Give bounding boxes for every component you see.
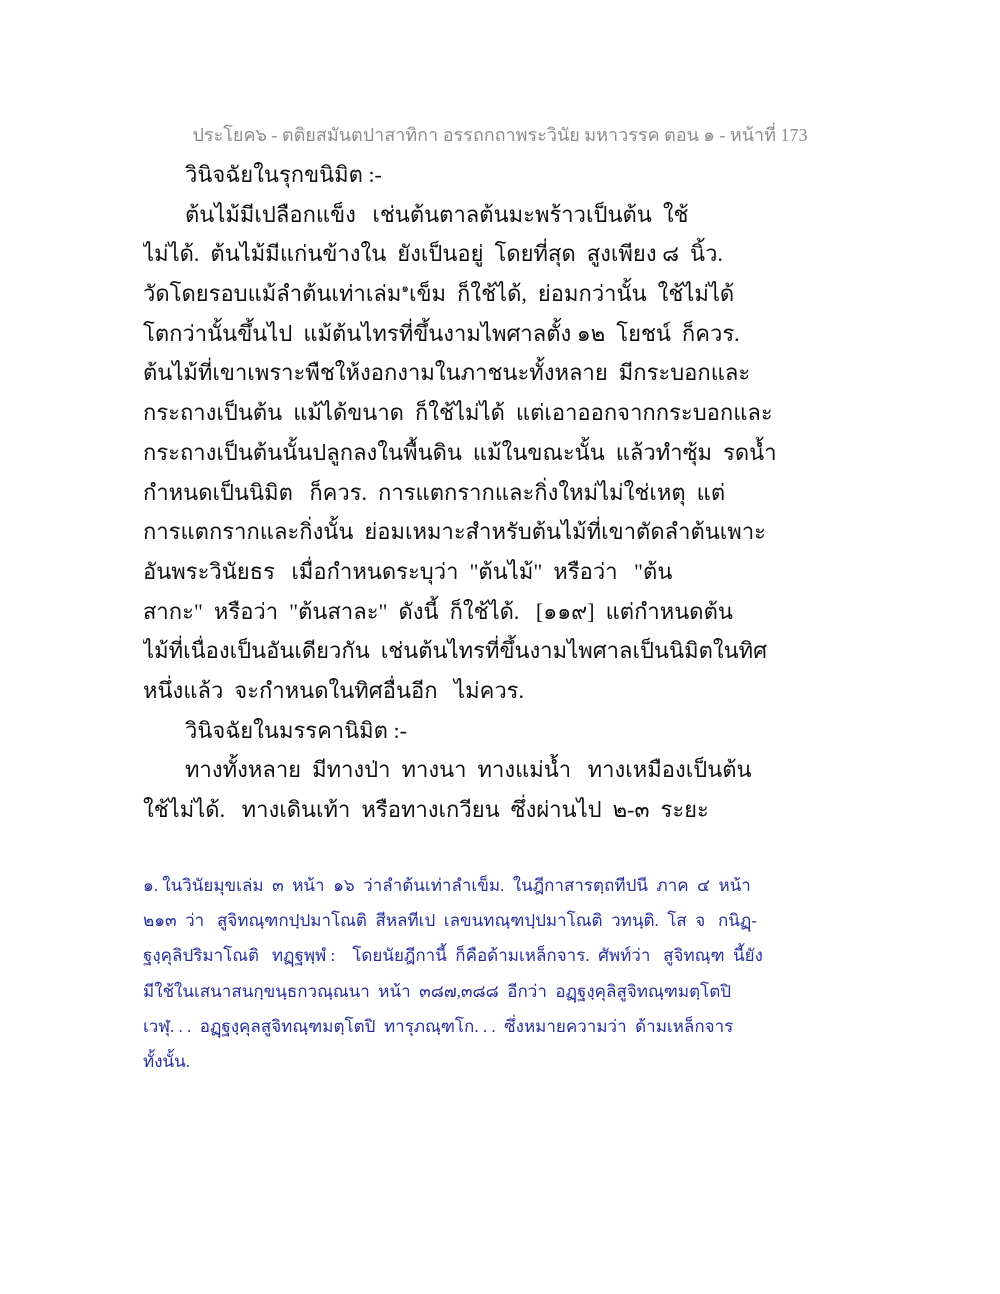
body-line: ทางทั้งหลาย มีทางป่า ทางนา ทางแม่น้ำ ทางเหมืองเป็นต้น: [185, 757, 752, 783]
body-line: ไม้ที่เนื่องเป็นอันเดียวกัน เช่นต้นไทรที่ขึ้นงามไพศาลเป็นนิมิตในทิศ: [143, 638, 768, 664]
footnote-line: ฐงฺคุลิปริมาโณติ ทฏฺฐพฺพํ : โดยนัยฎีกานี้ ก็คือด้ามเหล็กจาร. ศัพท์ว่า สูจิทณฺฑ นี้ยัง: [143, 946, 763, 966]
body-line: กำหนดเป็นนิมิต ก็ควร. การแตกรากและกิ่งใหม่ไม่ใช่เหตุ แต่: [143, 479, 726, 505]
body-line: โตกว่านั้นขึ้นไป แม้ต้นไทรที่ขึ้นงามไพศาลตั้ง ๑๒ โยชน์ ก็ควร.: [143, 320, 740, 346]
running-header: ประโยค๖ - ตติยสมันตปาสาทิกา อรรถกถาพระวินัย มหาวรรค ตอน ๑ - หน้าที่ 173: [192, 125, 808, 145]
body-line: กระถางเป็นต้น แม้ได้ขนาด ก็ใช้ไม่ได้ แต่เอาออกจากกระบอกและ: [143, 400, 773, 426]
footnotes: [143, 868, 963, 1079]
body-line: การแตกรากและกิ่งนั้น ย่อมเหมาะสำหรับต้นไม้ที่เขาตัดลำต้นเพาะ: [143, 519, 766, 545]
footnote-line: ๒๑๓ ว่า สูจิทณฺฑกปฺปมาโณติ สีหลทีเป เลขนทณฺฑปฺปมาโณติ วทนฺติ. โส จ กนิฏฺ-: [143, 911, 757, 931]
body-line: หนึ่งแล้ว จะกำหนดในทิศอื่นอีก ไม่ควร.: [143, 677, 524, 703]
body-line: ต้นไม้มีเปลือกแข็ง เช่นต้นตาลต้นมะพร้าวเป็นต้น ใช้: [185, 201, 689, 227]
footnote-line: เวฬุ. . . อฏฺฐงฺคุลสูจิทณฺฑมตฺโตปิ ทารุภณฺฑโก. . . ซึ่งหมายความว่า ด้ามเหล็กจาร: [143, 1016, 734, 1036]
footnote-marker: ๑: [401, 281, 409, 296]
body-line-with-footnote: [143, 274, 963, 314]
body-line: สากะ" หรือว่า "ต้นสาละ" ดังนี้ ก็ใช้ได้. [๑๑๙] แต่กำหนดต้น: [143, 598, 733, 624]
footnote-line: ทั้งนั้น.: [143, 1051, 190, 1071]
body-line: ต้นไม้ที่เขาเพราะพืชให้งอกงามในภาชนะทั้งหลาย มีกระบอกและ: [143, 360, 751, 386]
body-line: ไม่ได้. ต้นไม้มีแก่นข้างใน ยังเป็นอยู่ โดยที่สุด สูงเพียง ๘ นิ้ว.: [143, 241, 723, 267]
footnote-line: มีใช้ในเสนาสนกฺขนฺธกวณฺณนา หน้า ๓๘๗,๓๘๘ อีกว่า อฏฺฐงฺคุลิสูจิทณฺฑมตฺโตปิ: [143, 981, 732, 1001]
body-line: กระถางเป็นต้นนั้นปลูกลงในพื้นดิน แม้ในขณะนั้น แล้วทำซุ้ม รดน้ำ: [143, 439, 777, 465]
body-text: [143, 155, 963, 830]
body-line-part: เข็ม ก็ใช้ได้, ย่อมกว่านั้น ใช้ไม่ได้: [408, 281, 735, 307]
body-line-part: วัดโดยรอบแม้ลำต้นเท่าเล่ม: [143, 281, 402, 307]
section-heading-road-boundary: วินิจฉัยในมรรคานิมิต :-: [185, 717, 407, 743]
section-heading-tree-boundary: วินิจฉัยในรุกขนิมิต :-: [185, 162, 382, 187]
body-line: ใช้ไม่ได้. ทางเดินเท้า หรือทางเกวียน ซึ่งผ่านไป ๒-๓ ระยะ: [143, 797, 709, 822]
footnote-line: ๑. ในวินัยมุขเล่ม ๓ หน้า ๑๖ ว่าลำต้นเท่าลำเข็ม. ในฎีกาสารตฺถทีปนี ภาค ๔ หน้า: [143, 876, 751, 895]
body-line: อันพระวินัยธร เมื่อกำหนดระบุว่า "ต้นไม้" หรือว่า "ต้น: [143, 558, 673, 584]
